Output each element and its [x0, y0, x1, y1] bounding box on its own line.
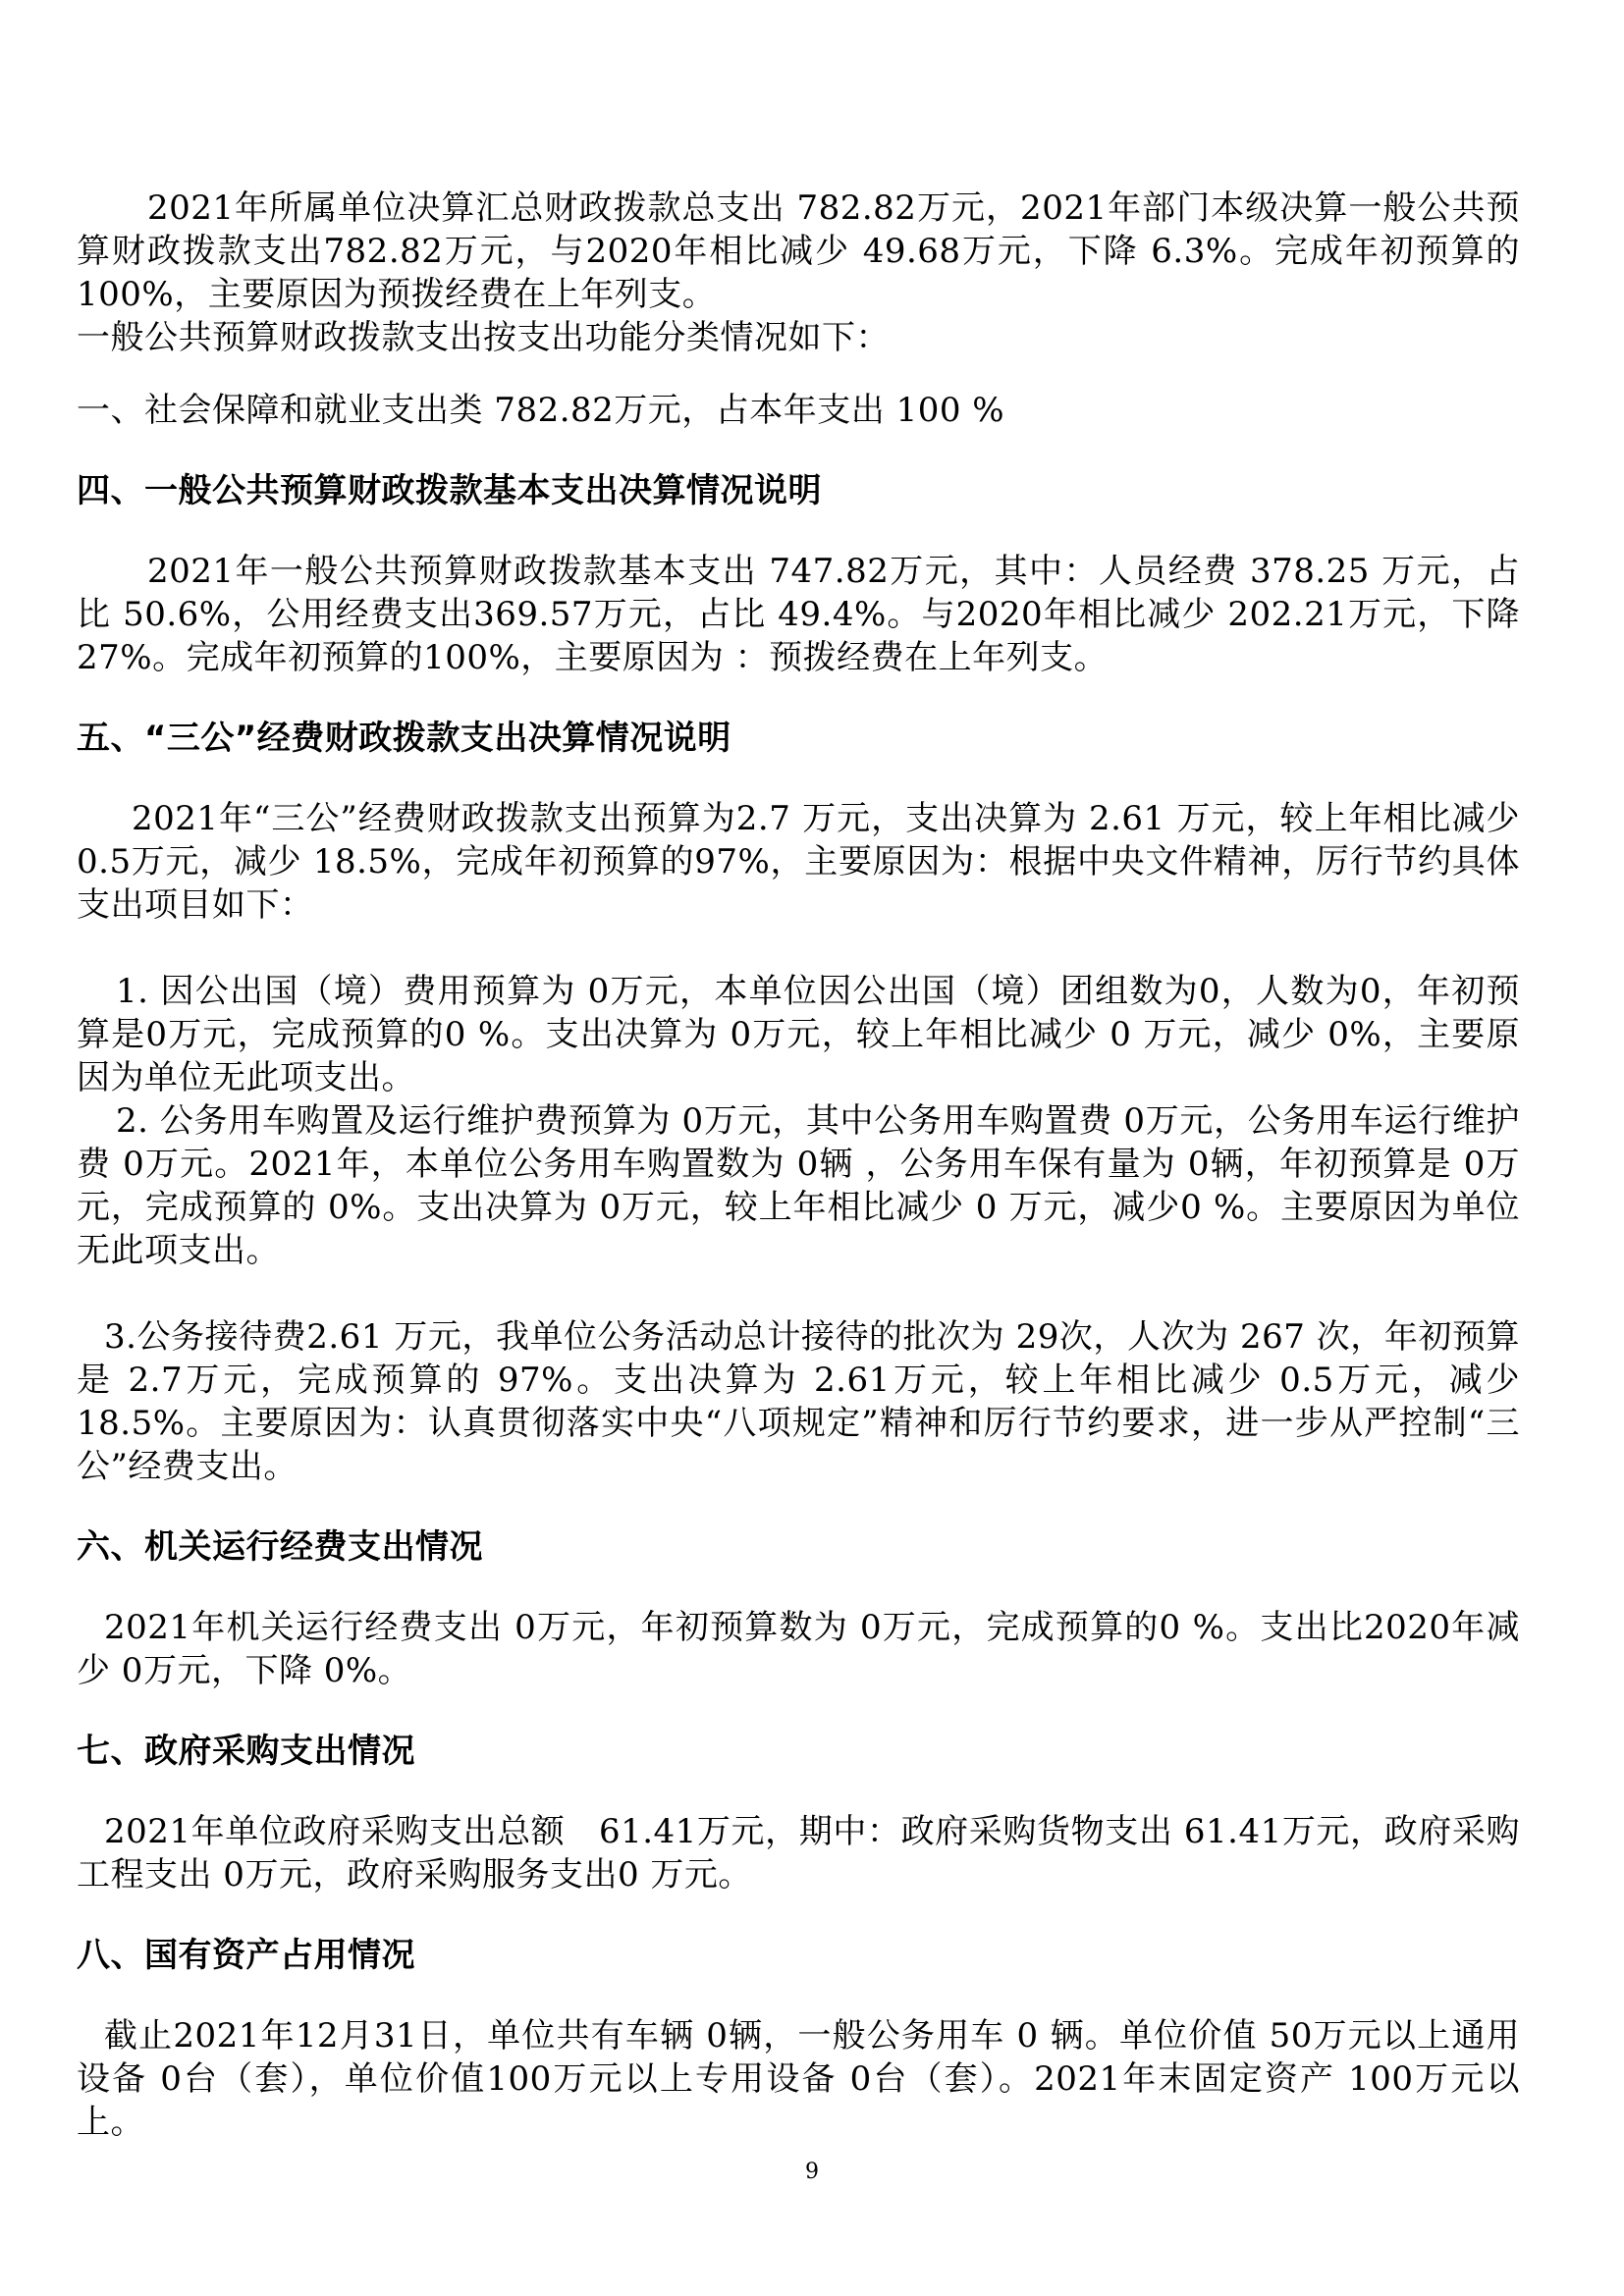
document-page [77, 187, 1520, 2144]
page-number: 9 [805, 2160, 819, 2184]
paragraph-operating-costs: 2021年机关运行经费支出 0万元，年初预算数为 0万元，完成预算的0 %。支出比2020年减少 0万元，下降 0%。 [77, 1608, 1520, 1690]
section-heading-basic-expenditure: 四、一般公共预算财政拨款基本支出决算情况说明 [77, 471, 822, 510]
paragraph-three-public-summary: 2021年“三公”经费财政拨款支出预算为2.7 万元，支出决算为 2.61 万元，较上年相比减少 0.5万元，减少 18.5%，完成年初预算的97%，主要原因为：根据中央文件精神，厉行节约具体支出项目如下： [77, 799, 1520, 925]
paragraph-official-reception: 3.公务接待费2.61 万元，我单位公务活动总计接待的批次为 29次，人次为 267 次，年初预算是 2.7万元，完成预算的 97%。支出决算为 2.61万元，较上年相比减少 0.5万元，减少 18.5%。主要原因为：认真贯彻落实中央“八项规定”精神和厉行节约要求，进一步从严控制“三公”经费支出。 [77, 1317, 1520, 1486]
paragraph-procurement: 2021年单位政府采购支出总额 61.41万元，期中：政府采购货物支出 61.41万元，政府采购工程支出 0万元，政府采购服务支出0 万元。 [77, 1812, 1520, 1895]
paragraph-total-expenditure: 2021年所属单位决算汇总财政拨款总支出 782.82万元，2021年部门本级决算一般公共预算财政拨款支出782.82万元，与2020年相比减少 49.68万元，下降 6.3%。完成年初预算的100%，主要原因为预拨经费在上年列支。 [77, 188, 1520, 314]
section-heading-three-public: 五、“三公”经费财政拨款支出决算情况说明 [77, 719, 731, 758]
section-heading-state-assets: 八、国有资产占用情况 [77, 1936, 415, 1975]
section-heading-operating-costs: 六、机关运行经费支出情况 [77, 1527, 483, 1567]
section-heading-procurement: 七、政府采购支出情况 [77, 1732, 415, 1771]
paragraph-official-vehicles: 2. 公务用车购置及运行维护费预算为 0万元，其中公务用车购置费 0万元，公务用车运行维护费 0万元。2021年，本单位公务用车购置数为 0辆 ，公务用车保有量为 0辆，年初预算是 0万元，完成预算的 0%。支出决算为 0万元，较上年相比减少 0 万元，减少0 %。主要原因为单位无此项支出。 [77, 1101, 1520, 1270]
paragraph-basic-expenditure: 2021年一般公共预算财政拨款基本支出 747.82万元，其中：人员经费 378.25 万元，占比 50.6%，公用经费支出369.57万元，占比 49.4%。与2020年相比减少 202.21万元，下降27%。完成年初预算的100%，主要原因为 ：预拨经费在上年列支。 [77, 552, 1520, 677]
paragraph-functional-classification-intro: 一般公共预算财政拨款支出按支出功能分类情况如下： [77, 318, 890, 357]
paragraph-social-security-item: 一、社会保障和就业支出类 782.82万元，占本年支出 100 % [77, 391, 1005, 430]
paragraph-overseas-travel: 1. 因公出国（境）费用预算为 0万元，本单位因公出国（境）团组数为0，人数为0，年初预算是0万元，完成预算的0 %。支出决算为 0万元，较上年相比减少 0 万元，减少 0%，主要原因为单位无此项支出。 [77, 972, 1520, 1097]
paragraph-state-assets: 截止2021年12月31日，单位共有车辆 0辆，一般公务用车 0 辆。单位价值 50万元以上通用设备 0台（套），单位价值100万元以上专用设备 0台（套）。2021年末固定资产 100万元以上。 [77, 2016, 1520, 2142]
